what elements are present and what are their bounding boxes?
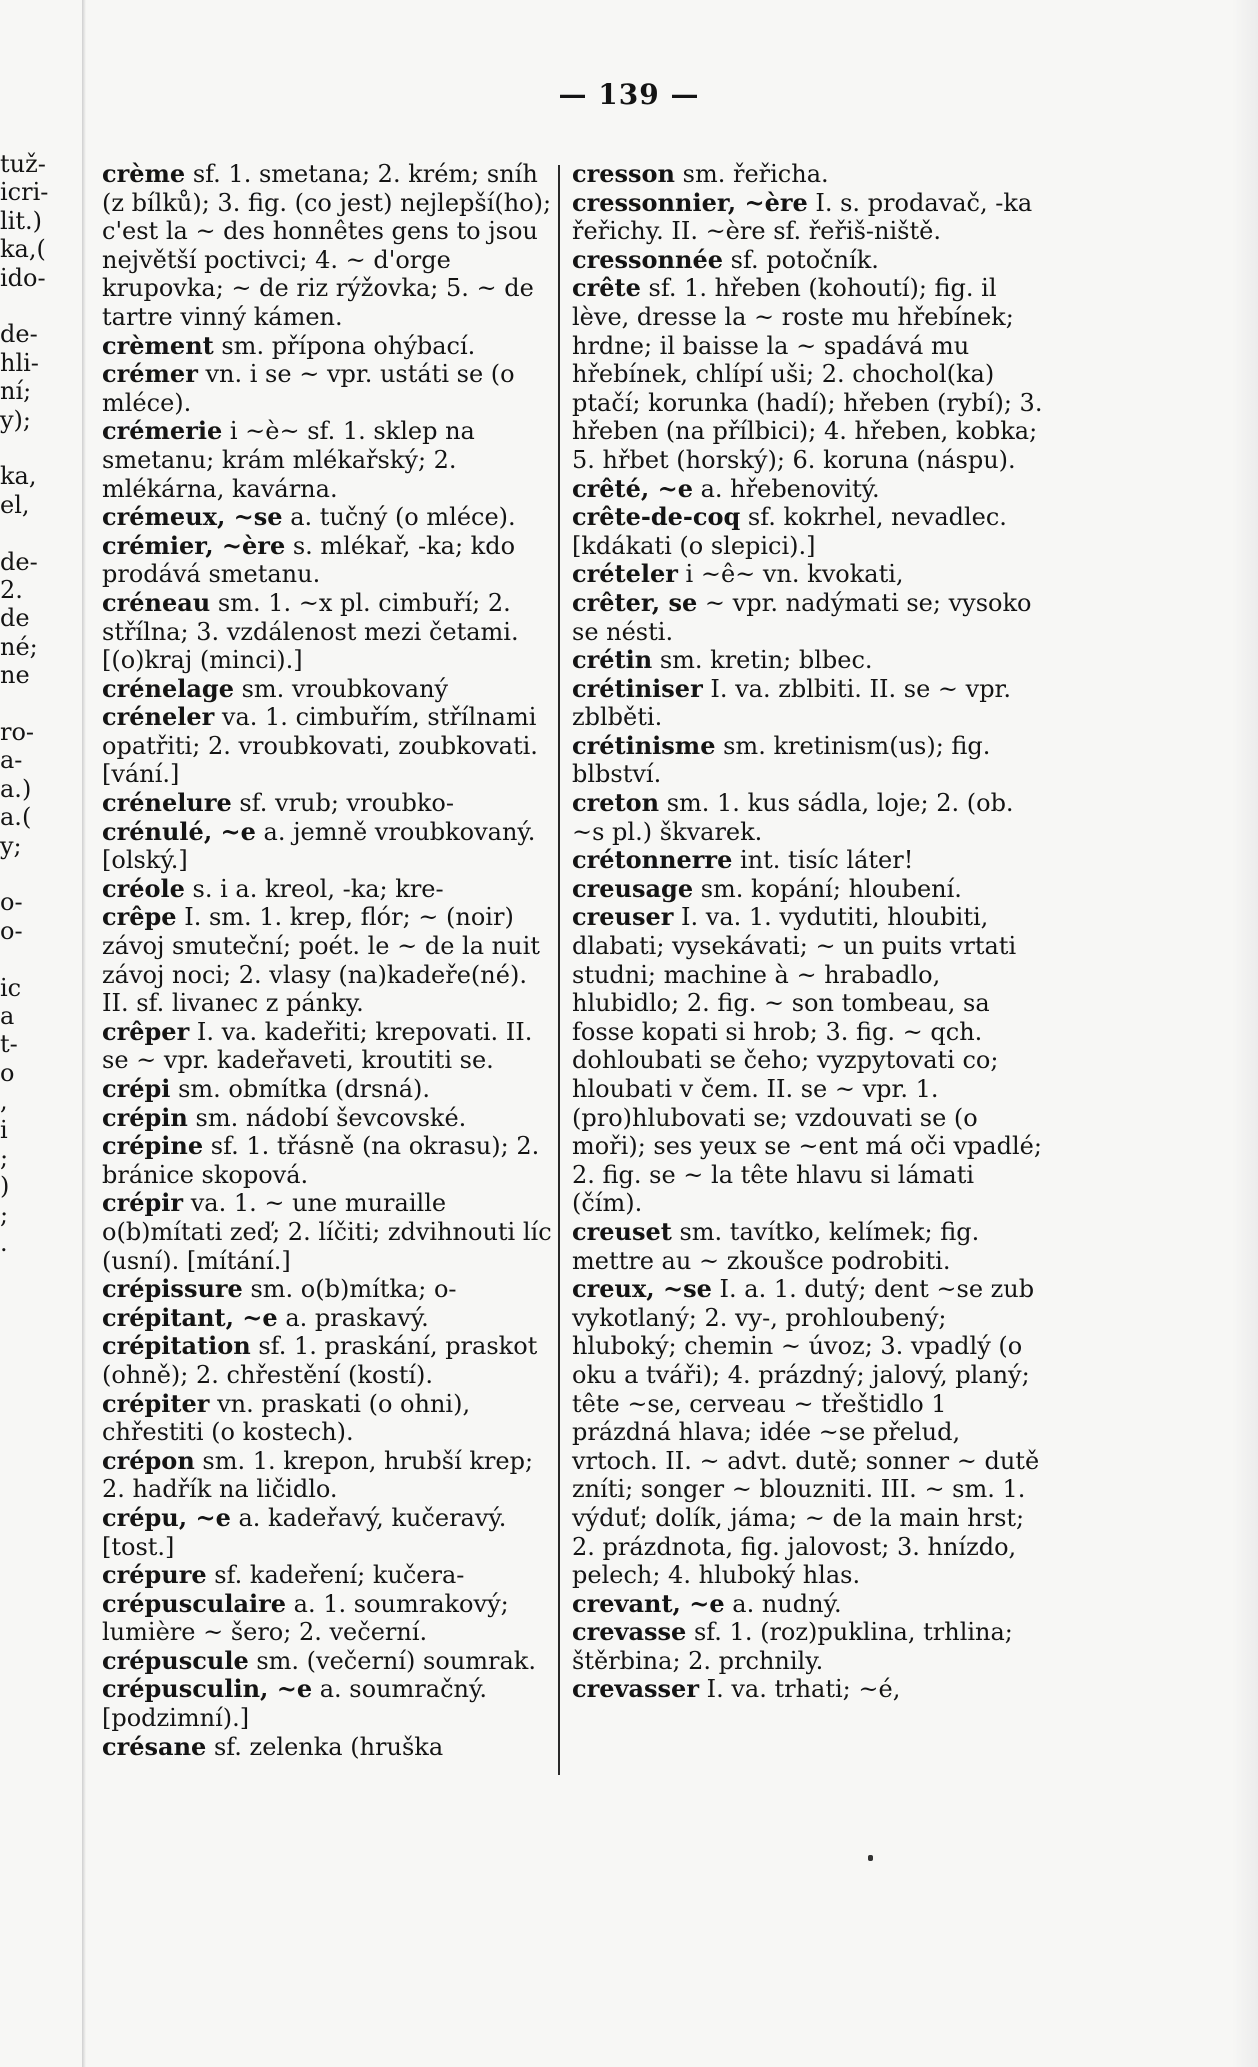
dictionary-entry (102, 1647, 552, 1676)
definition: a. 1. soumrakový; lumière ~ šero; 2. večerní. (102, 1589, 509, 1647)
dictionary-entry (572, 246, 1046, 275)
definition: sm. o(b)mítka; o- (242, 1275, 457, 1304)
dictionary-entry (572, 475, 1046, 504)
dictionary-entry (102, 1332, 552, 1389)
headword: crevant, ~e (572, 1588, 725, 1618)
headword: crépuscule (102, 1645, 249, 1675)
margin-fragment: icri- (0, 178, 49, 207)
dictionary-entry (572, 1590, 1046, 1619)
dictionary-entry (102, 1504, 552, 1561)
definition: a. soumračný. [podzimní).] (102, 1675, 487, 1733)
margin-fragment: o- (0, 888, 23, 917)
definition: sf. kokrhel, nevadlec. [kdákati (o slepici).] (572, 503, 1007, 560)
margin-fragment: a.) (0, 774, 32, 803)
headword: crésane (102, 1731, 207, 1761)
margin-fragment: ; (0, 1144, 9, 1172)
column-divider (558, 165, 560, 1775)
definition: sm. nádobí ševcovské. (187, 1103, 467, 1132)
dictionary-entry (572, 789, 1046, 846)
dictionary-entry (102, 1561, 552, 1590)
definition: ~ vpr. nadýmati se; vysoko se nésti. (572, 588, 1032, 646)
dictionary-entry (572, 903, 1046, 1218)
dictionary-entry (572, 589, 1046, 646)
dictionary-entry (572, 503, 1046, 560)
margin-fragment: y); (0, 405, 32, 434)
margin-fragment: ní; (0, 377, 32, 406)
headword: crépine (102, 1131, 204, 1161)
margin-fragment: el, (0, 490, 30, 519)
margin-fragment: ka,( (0, 235, 46, 264)
headword: crémer (102, 359, 198, 389)
headword: creusage (572, 873, 694, 903)
dictionary-entry (102, 789, 552, 818)
headword: cressonnier, ~ère (572, 187, 808, 217)
definition: sf. 1. třásně (na okrasu); 2. bránice skopová. (102, 1132, 540, 1189)
dictionary-entry (102, 1189, 552, 1275)
definition: sf. vrub; vroubko- (231, 789, 454, 818)
definition: sm. 1. ~x pl. cimbuří; 2. střílna; 3. vzdálenost mezi četami. [(o)kraj (minci).] (102, 588, 519, 675)
headword: crêter, se (572, 587, 698, 617)
definition: sm. kretin; blbec. (652, 646, 873, 675)
definition: sf. 1. hřeben (kohoutí); fig. il lève, dresse la ~ roste mu hřebínek; hrdne; il baisse la ~ spadává mu hřebínek, chlípí uši; 2. chochol(ka) ptačí; korunka (hadí); hřeben (rybí); 3. hřeben (na přílbici); 4. hřeben, kobka; 5. hřbet (horský); 6. koruna (náspu). (572, 274, 1043, 474)
margin-fragment: , (0, 1087, 8, 1116)
headword: crépure (102, 1560, 207, 1590)
dictionary-entry (102, 1275, 552, 1304)
headword: crête-de-coq (572, 502, 741, 532)
headword: crevasse (572, 1617, 687, 1647)
dictionary-entry (572, 1675, 1046, 1704)
margin-fragment: i (0, 1115, 8, 1144)
definition: I. va. 1. vydutiti, hloubiti, dlabati; vysekávati; ~ un puits vrtati studni; machine à ~ hrabadlo, hlubidlo; 2. fig. ~ son tombeau, sa fosse kopati si hrob; 3. fig. ~ qch. dohloubati se čeho; vyzpytovati co; hloubati v čem. II. se ~ vpr. 1. (pro)hlubovati se; vzdouvati se (o moři); ses yeux se ~ent má oči vpadlé; 2. fig. se ~ la tête hlavu si lámati (čím). (572, 903, 1042, 1218)
margin-fragment: a (0, 1002, 15, 1030)
headword: crépissure (102, 1274, 243, 1304)
margin-fragment: ka, (0, 462, 37, 491)
definition: sm. vroubkovaný (233, 674, 449, 703)
headword: crépin (102, 1102, 188, 1132)
definition: sm. kopání; hloubení. (693, 874, 962, 903)
definition: s. mlékař, -ka; kdo prodává smetanu. (102, 531, 516, 589)
headword: crépu, ~e (102, 1502, 231, 1532)
headword: crête (572, 273, 641, 303)
margin-fragment: ne (0, 661, 30, 690)
definition: a. jemně vroubkovaný. [olský.] (102, 817, 536, 875)
headword: creton (572, 788, 660, 818)
headword: crételer (572, 559, 678, 589)
margin-fragment: a.( (0, 803, 32, 832)
dictionary-entry (102, 875, 552, 904)
headword: crémier, ~ère (102, 530, 286, 560)
margin-fragment: lit.) (0, 206, 42, 235)
margin-fragment: né; (0, 632, 38, 661)
page-edge (1232, 0, 1258, 2067)
margin-fragment: t- (0, 1030, 18, 1059)
margin-fragment: ; (0, 1200, 9, 1229)
dictionary-entry (102, 1075, 552, 1104)
headword: crêté, ~e (572, 473, 693, 503)
margin-fragment: o- (0, 916, 23, 945)
definition: vn. i se ~ vpr. ustáti se (o mléce). (102, 360, 515, 417)
definition: a. tučný (o mléce). (282, 503, 516, 532)
definition: a. praskavý. (277, 1303, 429, 1332)
headword: crépusculaire (102, 1588, 287, 1618)
margin-fragment: de- (0, 320, 38, 349)
dictionary-entry (572, 1275, 1046, 1590)
headword: crêper (102, 1016, 190, 1046)
headword: crétinisme (572, 730, 716, 760)
headword: creux, ~se (572, 1274, 712, 1304)
definition: int. tisíc láter! (732, 846, 914, 875)
dictionary-entry (102, 417, 552, 503)
margin-fragment: de (0, 604, 30, 633)
definition: a. hřebenovitý. (692, 474, 880, 503)
headword: crétin (572, 645, 653, 675)
definition: sf. 1. (roz)puklina, trhlina; štěrbina; 2. prchnily. (572, 1618, 1013, 1675)
dictionary-entry (572, 160, 1046, 189)
definition: sf. 1. smetana; 2. krém; sníh (z bílků); 3. fig. (co jest) nejlepší(ho); c'est la ~ des honnêtes gens to jsou největší poctivci; 4. ~ d'orge krupovka; ~ de riz rýžovka; 5. ~ de tartre vinný kámen. (102, 160, 552, 331)
definition: sm. obmítka (drsná). (170, 1075, 431, 1103)
dictionary-entry (572, 846, 1046, 875)
dictionary-entry (572, 1618, 1046, 1675)
margin-fragment: ) (0, 1172, 10, 1201)
ink-speck (868, 1855, 873, 1861)
definition: sm. řeřicha. (675, 160, 829, 188)
definition: I. sm. 1. krep, flór; ~ (noir) závoj smuteční; poét. le ~ de la nuit závoj noci; 2. vlasy (na)kadeře(né). II. sf. livanec z pánky. (102, 903, 540, 1018)
headword: cressonnée (572, 244, 723, 274)
margin-fragment: hli- (0, 348, 39, 377)
definition: sm. (večerní) soumrak. (248, 1646, 536, 1675)
margin-fragment: ic (0, 973, 22, 1002)
headword: crevasser (572, 1674, 699, 1704)
definition: a. kadeřavý, kučeravý. [tost.] (102, 1503, 507, 1561)
headword: crépi (102, 1074, 171, 1103)
definition: sf. zelenka (hruška (206, 1732, 444, 1761)
headword: crénulé, ~e (102, 816, 256, 846)
left-margin-bleed (0, 150, 80, 1400)
headword: crépusculin, ~e (102, 1674, 313, 1704)
headword: creuset (572, 1216, 672, 1246)
margin-fragment: y; (0, 831, 22, 860)
dictionary-entry (102, 703, 552, 789)
headword: crème (102, 159, 186, 188)
headword: crénelure (102, 788, 232, 818)
page-number: — 139 — (558, 78, 700, 111)
definition: I. va. trhati; ~é, (698, 1675, 901, 1704)
margin-fragment: o (0, 1058, 15, 1087)
definition: sf. 1. praskání, praskot (ohně); 2. chřestění (kostí). (102, 1332, 538, 1389)
definition: sm. kretinism(us); fig. blbství. (572, 731, 991, 789)
definition: va. 1. cimbuřím, střílnami opatřiti; 2. vroubkovati, zoubkovati. [vání.] (102, 703, 538, 789)
headword: créneau (102, 587, 211, 617)
definition: sf. potočník. (723, 245, 879, 274)
headword: crénelage (102, 673, 234, 703)
margin-fragment: de- (0, 547, 38, 576)
definition: a. nudný. (724, 1589, 842, 1618)
dictionary-entry (102, 675, 552, 704)
headword: creuser (572, 902, 674, 932)
dictionary-entry (102, 589, 552, 675)
dictionary-entry (102, 332, 552, 361)
dictionary-entry (572, 675, 1046, 732)
dictionary-entry (102, 903, 552, 1017)
headword: créneler (102, 702, 215, 732)
headword: crépitation (102, 1331, 251, 1361)
definition: i ~ê~ vn. kvokati, (677, 560, 904, 589)
dictionary-entry (102, 1104, 552, 1133)
headword: crèment (102, 330, 214, 360)
definition: i ~è~ sf. 1. sklep na smetanu; krám mlékařský; 2. mlékárna, kavárna. (102, 417, 475, 503)
headword: crépitant, ~e (102, 1302, 278, 1332)
definition: vn. praskati (o ohni), chřestiti (o kostech). (102, 1389, 471, 1447)
definition: I. s. prodavač, -ka řeřichy. II. ~ère sf. řeřiš-niště. (572, 188, 1033, 246)
dictionary-entry (572, 875, 1046, 904)
dictionary-entry (102, 1304, 552, 1333)
definition: sm. tavítko, kelímek; fig. mettre au ~ zkoušce podrobiti. (572, 1217, 980, 1275)
margin-fragment: ido- (0, 263, 46, 292)
dictionary-entry (572, 732, 1046, 789)
margin-fragment: ro- (0, 718, 35, 746)
left-column (102, 160, 552, 1761)
dictionary-entry (572, 646, 1046, 675)
dictionary-entry (572, 189, 1046, 246)
definition: I. va. kadeřiti; krepovati. II. se ~ vpr. kadeřaveti, kroutiti se. (102, 1017, 533, 1075)
dictionary-entry (102, 160, 552, 332)
dictionary-entry (102, 532, 552, 589)
dictionary-entry (572, 560, 1046, 589)
definition: sm. 1. kus sádla, loje; 2. (ob. ~s pl.) škvarek. (572, 789, 1014, 846)
headword: crétonnerre (572, 845, 733, 875)
dictionary-entry (102, 1018, 552, 1075)
dictionary-entry (572, 274, 1046, 474)
dictionary-entry (102, 818, 552, 875)
dictionary-entry (102, 503, 552, 532)
dictionary-entry (102, 1590, 552, 1647)
dictionary-entry (572, 1218, 1046, 1275)
margin-fragment: . (0, 1229, 8, 1258)
dictionary-entry (102, 1675, 552, 1732)
margin-fragment: a- (0, 746, 23, 775)
definition: I. va. zblbiti. II. se ~ vpr. zblběti. (572, 674, 1012, 732)
headword: crémerie (102, 416, 223, 446)
definition: I. a. 1. dutý; dent ~se zub vykotlaný; 2. vy-, prohloubený; hluboký; chemin ~ úvoz; 3. vpadlý (o oku a tváři); 4. prázdný; jalový, planý; tête ~se, cerveau ~ třeštidlo 1 prázdná hlava; idée ~se přelud, vrtoch. II. ~ advt. dutě; sonner ~ dutě zníti; songer ~ blouzniti. III. ~ sm. 1. výduť; dolík, jáma; ~ de la main hrst; 2. prázdnota, fig. jalovost; 3. hnízdo, pelech; 4. hluboký hlas. (572, 1275, 1040, 1590)
headword: crémeux, ~se (102, 502, 283, 532)
headword: crêpe (102, 902, 177, 932)
dictionary-entry (102, 1390, 552, 1447)
headword: crépiter (102, 1388, 210, 1418)
dictionary-entry (102, 1733, 552, 1762)
headword: crépir (102, 1188, 184, 1218)
dictionary-entry (102, 1447, 552, 1504)
definition: sm. 1. krepon, hrubší krep; 2. hadřík na ličidlo. (102, 1446, 534, 1504)
page-fold-shadow (82, 0, 86, 2067)
margin-fragment: 2. (0, 576, 23, 604)
dictionary-entry (102, 360, 552, 417)
margin-fragment: tuž- (0, 150, 46, 178)
headword: crépon (102, 1445, 195, 1475)
definition: sf. kadeření; kučera- (206, 1561, 465, 1590)
definition: sm. přípona ohýbací. (213, 331, 476, 360)
definition: va. 1. ~ une muraille o(b)mítati zeď; 2. líčiti; zdvihnouti líc (usní). [mítání.] (102, 1189, 552, 1275)
headword: crétiniser (572, 673, 703, 703)
headword: créole (102, 873, 185, 903)
headword: cresson (572, 159, 676, 188)
right-column (572, 160, 1046, 1704)
dictionary-entry (102, 1132, 552, 1189)
definition: s. i a. kreol, -ka; kre- (184, 874, 444, 903)
